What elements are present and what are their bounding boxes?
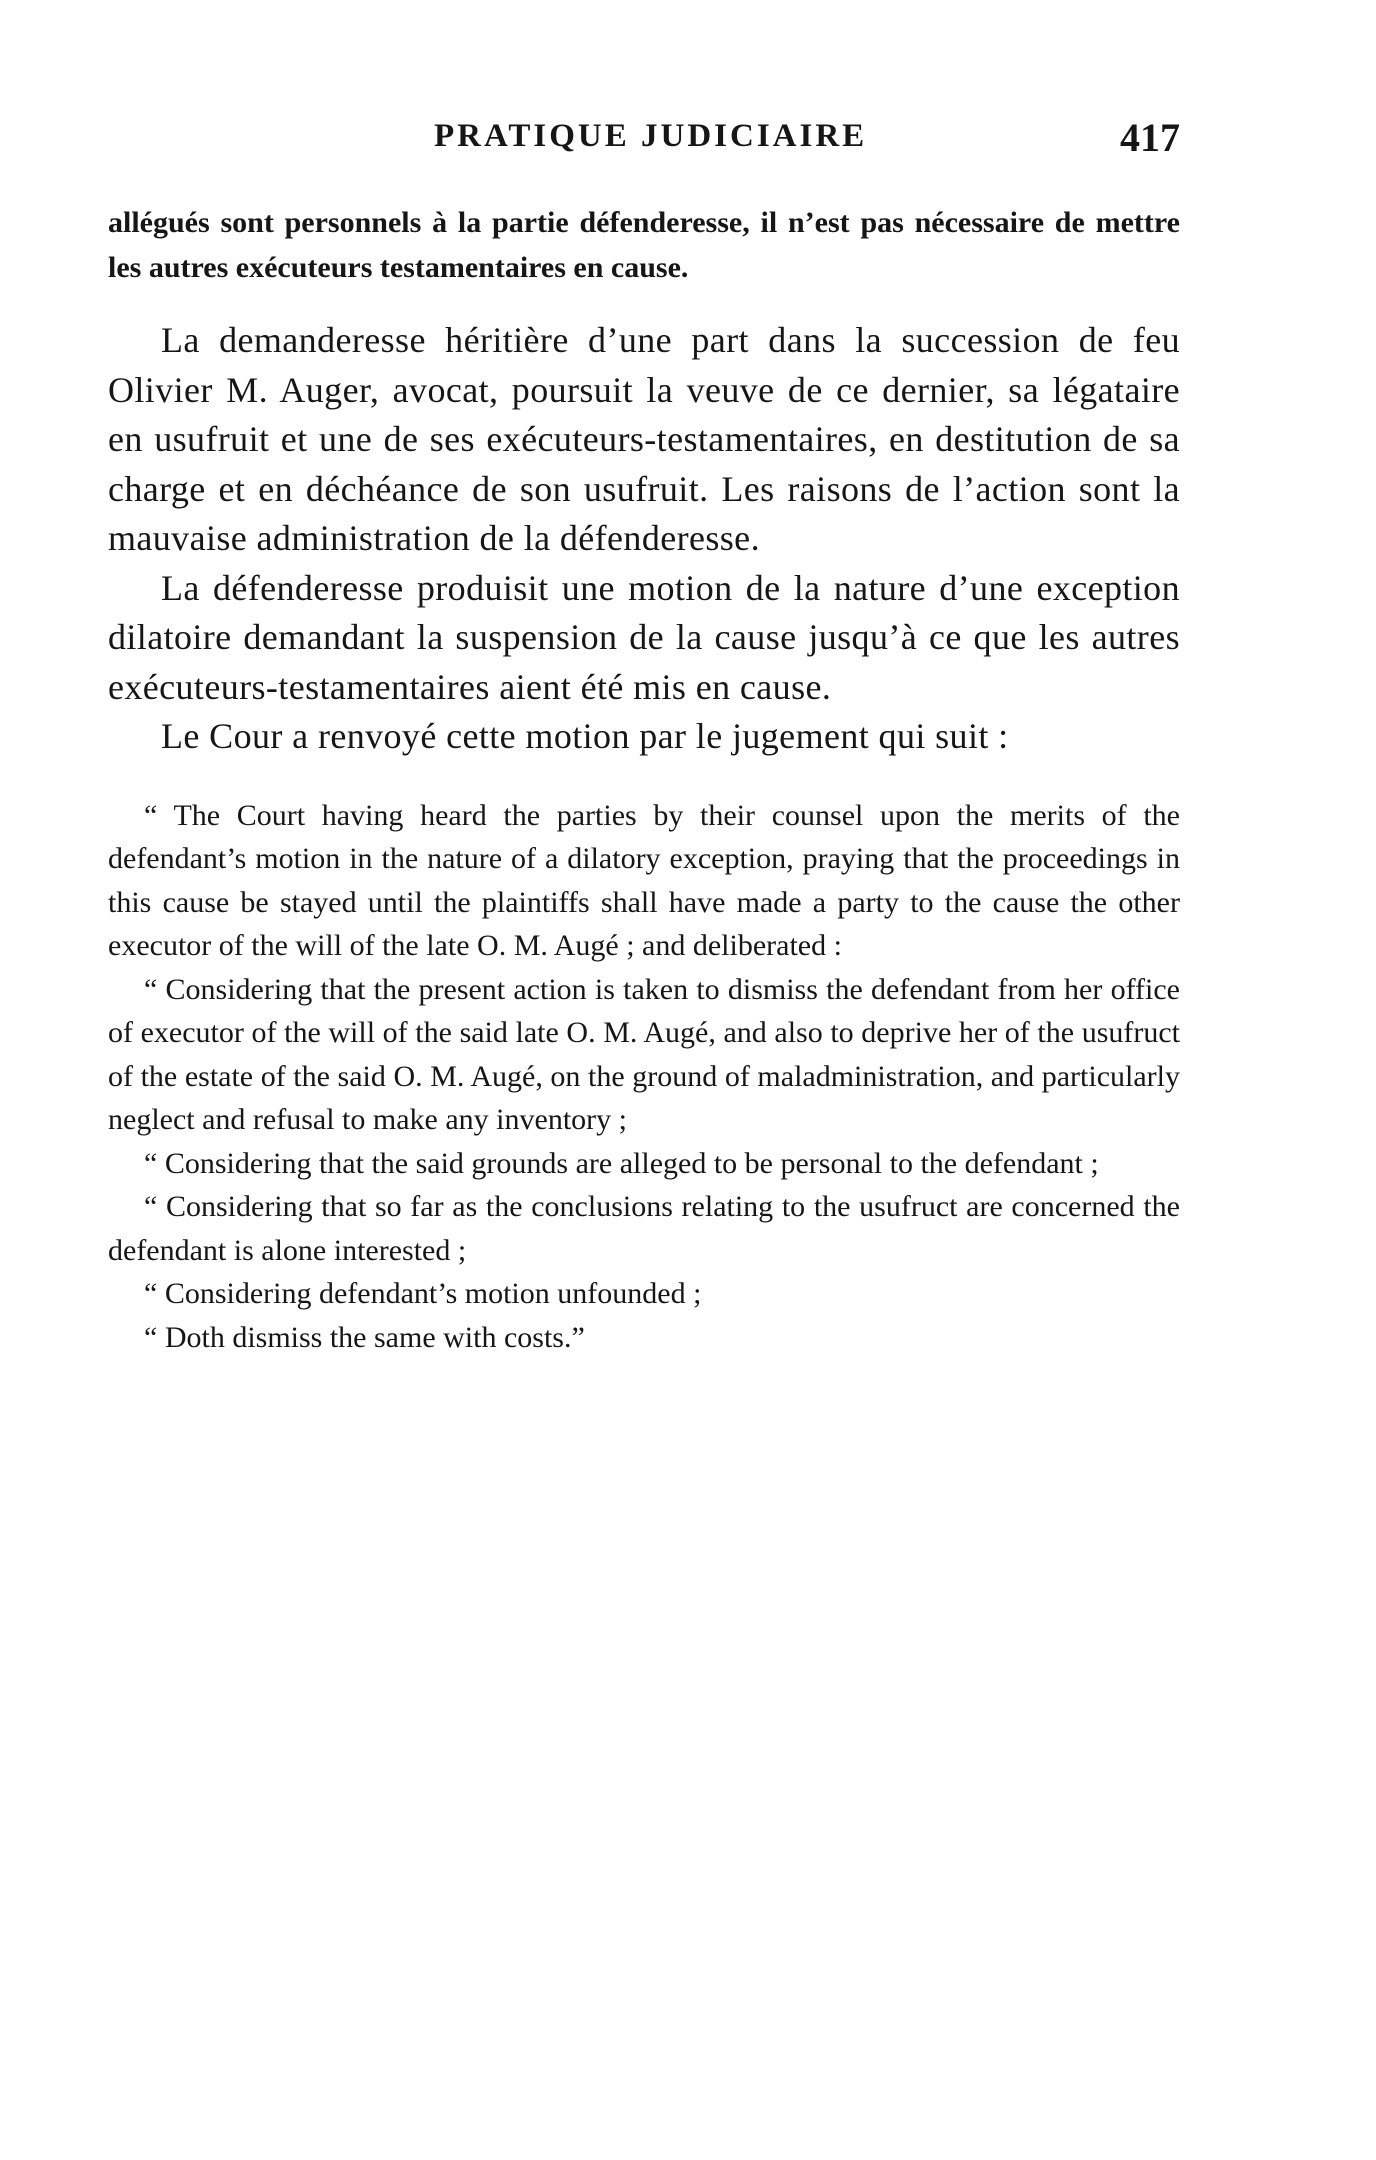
running-header: [108, 115, 1180, 168]
judgment-paragraph: “ The Court having heard the parties by their counsel upon the merits of the defendant’s motion in the nature of a dilatory exception, praying that the proceedings in this cause be stayed until the plaintiffs shall have made a party to the cause the other executor of the will of the late O. M. Augé ; and deliberated :: [108, 798, 1180, 962]
paragraph-ruling-intro: Le Cour a renvoyé cette motion par le jugement qui suit :: [161, 716, 1009, 756]
judgment-paragraph: “ Considering that so far as the conclusions relating to the usufruct are concerned the defendant is alone interested ;: [108, 1190, 1180, 1267]
judgment-quote: [108, 794, 1180, 1360]
judgment-paragraph: “ Considering that the present action is taken to dismiss the defendant from her office of executor of the will of the said late O. M. Augé, and also to deprive her of the usufruct of the estate of the said O. M. Augé, on the ground of maladministration, and particularly neglect and refusal to make any inventory ;: [108, 972, 1180, 1136]
continued-paragraph: allégués sont personnels à la partie défenderesse, il n’est pas nécessaire de mettre les autres exécuteurs testamentaires en cause.: [108, 206, 1180, 284]
paragraph-case-summary: La demanderesse héritière d’une part dans la succession de feu Olivier M. Auger, avocat, poursuit la veuve de ce dernier, sa légataire en usufruit et une de ses exécuteurs-testamentaires, en destitution de sa charge et en déchéance de son usufruit. Les raisons de l’action sont la mauvaise administration de la défenderesse.: [108, 320, 1180, 558]
paragraph-motion: La défenderesse produisit une motion de la nature d’une exception dilatoire demandant la suspension de la cause jusqu’à ce que les autres exécuteurs-testamentaires aient été mis en cause.: [108, 567, 1180, 707]
page-number: 417: [1120, 115, 1180, 160]
running-title: PRATIQUE JUDICIAIRE: [434, 118, 868, 154]
judgment-paragraph: “ Considering defendant’s motion unfounded ;: [144, 1277, 702, 1310]
judgment-paragraph: “ Doth dismiss the same with costs.”: [144, 1320, 585, 1354]
judgment-paragraph: “ Considering that the said grounds are alleged to be personal to the defendant ;: [144, 1146, 1099, 1180]
page-body: [108, 200, 1180, 1359]
